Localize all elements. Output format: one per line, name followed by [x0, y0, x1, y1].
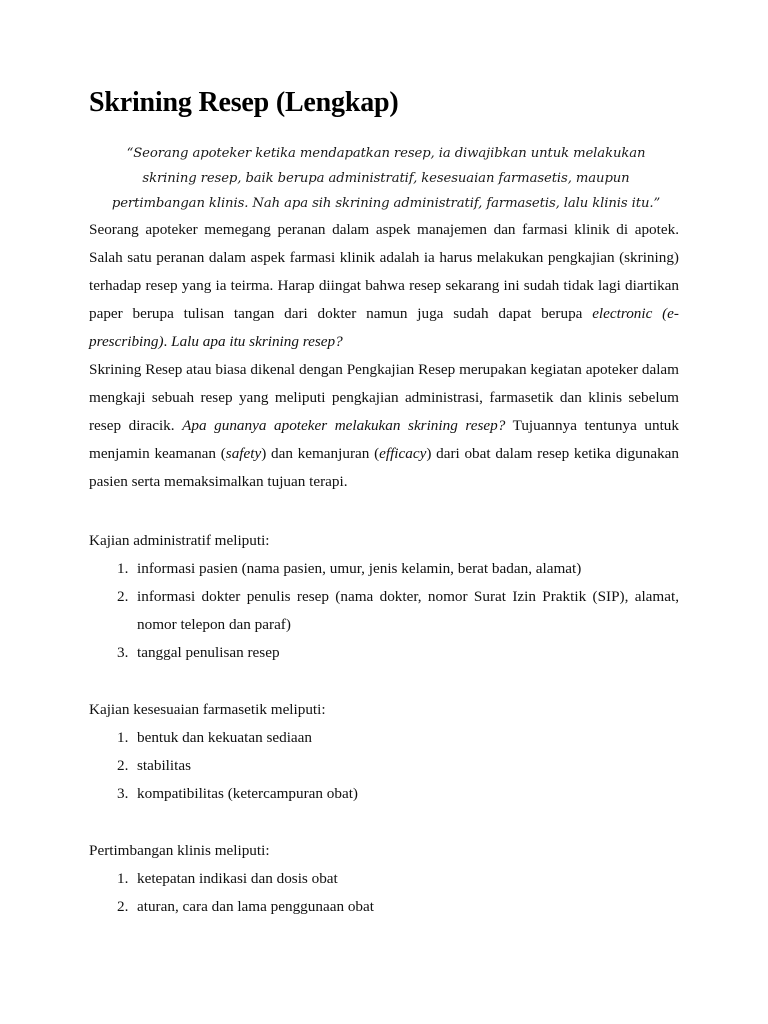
list-farmasetik [89, 724, 679, 808]
section-heading-farmasetik: Kajian kesesuaian farmasetik meliputi: [89, 700, 326, 718]
paragraph-intro-text-b: . [163, 332, 172, 350]
paragraph-definition-text-d: ) dari obat dalam resep ketika digunakan pasien serta memaksimalkan tujuan terapi. [89, 444, 679, 490]
page-title: Skrining Resep (Lengkap) [89, 87, 399, 118]
paragraph-definition [89, 356, 679, 496]
list-item: kompatibilitas (ketercampuran obat) [137, 784, 358, 802]
list-item: aturan, cara dan lama penggunaan obat [137, 897, 374, 915]
section-heading-administratif: Kajian administratif meliputi: [89, 531, 270, 549]
paragraph-intro-emphasis-question: Lalu apa itu skrining resep? [171, 332, 343, 350]
list-klinis [89, 865, 679, 921]
list-item: tanggal penulisan resep [137, 643, 280, 661]
section-heading-klinis: Pertimbangan klinis meliputi: [89, 841, 270, 859]
list-item: ketepatan indikasi dan dosis obat [137, 869, 338, 887]
paragraph-definition-emphasis-safety: safety [225, 444, 262, 462]
list-item: stabilitas [137, 756, 191, 774]
list-item: informasi pasien (nama pasien, umur, jenis kelamin, berat badan, alamat) [137, 559, 582, 577]
list-item: bentuk dan kekuatan sediaan [137, 728, 313, 746]
paragraph-definition-emphasis-efficacy: efficacy [379, 444, 427, 462]
paragraph-definition-text-c: ) dan kemanjuran ( [261, 444, 380, 462]
paragraph-intro [89, 216, 679, 356]
paragraph-definition-text-a: Skrining Resep atau biasa dikenal dengan Pengkajian Resep merupakan kegiatan apoteker dalam mengkaji sebuah resep yang meliputi pengkajian administrasi, farmasetik dan klinis sebelum resep diracik. [89, 360, 679, 434]
paragraph-definition-emphasis-question: Apa gunanya apoteker melakukan skrining resep? [182, 416, 506, 434]
list-item: informasi dokter penulis resep (nama dokter, nomor Surat Izin Praktik (SIP), alamat, nomor telepon dan paraf) [137, 587, 679, 633]
document-content [89, 0, 679, 921]
epigraph-quote: “Seorang apoteker ketika mendapatkan resep, ia diwajibkan untuk melakukan skrining resep, baik berupa administratif, kesesuaian farmasetis, maupun pertimbangan klinis. Nah apa sih skrining administratif, farmasetis, lalu klinis itu.” [111, 145, 661, 211]
paragraph-intro-text-a: Seorang apoteker memegang peranan dalam aspek manajemen dan farmasi klinik di apotek. Salah satu peranan dalam aspek farmasi klinik adalah ia harus melakukan pengkajian (skrining) terhadap resep yang ia teirma. Harap diingat bahwa resep sekarang ini sudah tidak lagi diartikan paper berupa tulisan tangan dari dokter namun juga sudah dapat berupa [89, 220, 679, 322]
list-administratif [89, 555, 679, 667]
paragraph-intro-emphasis-electronic: electronic (e-prescribing) [89, 304, 679, 350]
paragraph-definition-text-b: Tujuannya tentunya untuk menjamin keamanan ( [89, 416, 679, 462]
